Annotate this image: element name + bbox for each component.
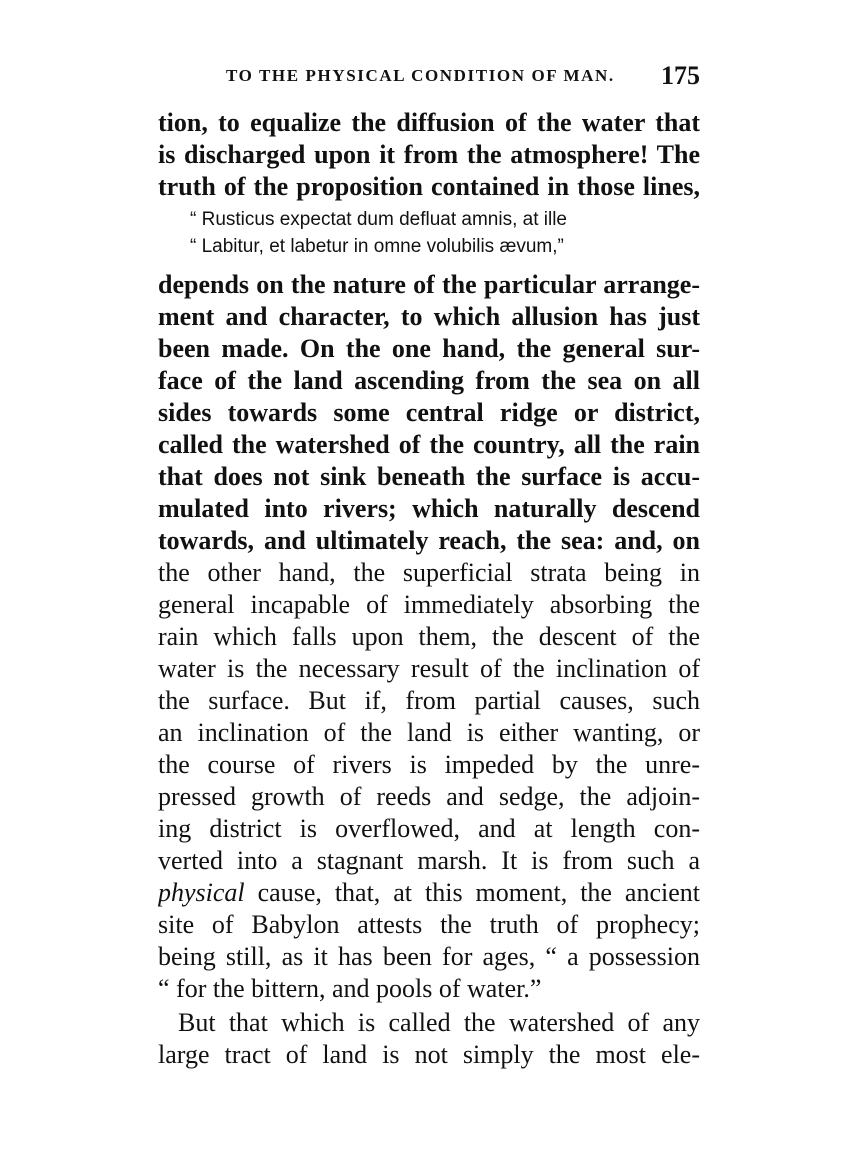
- italic-word: physical: [158, 878, 245, 907]
- text-line: large tract of land is not simply the most ele-: [158, 1040, 700, 1069]
- text-line: face of the land ascending from the sea on all: [158, 366, 700, 395]
- text-line: pressed growth of reeds and sedge, the adjoin-: [158, 782, 700, 811]
- text-line: an inclination of the land is either wanting, or: [158, 718, 700, 747]
- text-line: [158, 878, 700, 908]
- text-line: verted into a stagnant marsh. It is from such a: [158, 846, 700, 875]
- text-line: towards, and ultimately reach, the sea: and, on: [158, 526, 700, 555]
- text-line: depends on the nature of the particular arrange-: [158, 270, 700, 299]
- text-fragment: cause, that, at this moment, the ancient: [244, 878, 700, 907]
- text-line: is discharged upon it from the atmosphere! The: [158, 140, 700, 169]
- text-line: been made. On the one hand, the general sur-: [158, 334, 700, 363]
- text-line: called the watershed of the country, all the rain: [158, 430, 700, 459]
- page-number: 175: [661, 61, 700, 90]
- text-line: mulated into rivers; which naturally descend: [158, 494, 700, 523]
- text-line: sides towards some central ridge or district,: [158, 398, 700, 427]
- text-line: the course of rivers is impeded by the unre-: [158, 750, 700, 779]
- quote-line: “ Rusticus expectat dum defluat amnis, at ille: [190, 209, 568, 230]
- text-line: general incapable of immediately absorbing the: [158, 590, 700, 619]
- text-line: water is the necessary result of the inclination of: [158, 654, 700, 683]
- text-line: rain which falls upon them, the descent of the: [158, 622, 700, 651]
- text-line: the surface. But if, from partial causes, such: [158, 686, 700, 715]
- text-line: that does not sink beneath the surface is accu-: [158, 462, 700, 491]
- text-line: ing district is overflowed, and at length con-: [158, 814, 700, 843]
- text-line: tion, to equalize the diffusion of the water that: [158, 108, 700, 137]
- running-title: TO THE PHYSICAL CONDITION OF MAN.: [226, 66, 615, 85]
- text-line: “ for the bittern, and pools of water.”: [158, 974, 542, 1003]
- text-line: ment and character, to which allusion has just: [158, 302, 700, 331]
- text-line: the other hand, the superficial strata being in: [158, 558, 700, 587]
- running-head: [158, 61, 700, 94]
- paragraph-first-line: But that which is called the watershed of any: [178, 1008, 700, 1037]
- quote-line: “ Labitur, et labetur in omne volubilis ævum,”: [190, 236, 564, 257]
- text-line: site of Babylon attests the truth of prophecy;: [158, 910, 700, 939]
- text-line: truth of the proposition contained in those lines,: [158, 172, 700, 201]
- text-line: being still, as it has been for ages, “ a possession: [158, 942, 700, 971]
